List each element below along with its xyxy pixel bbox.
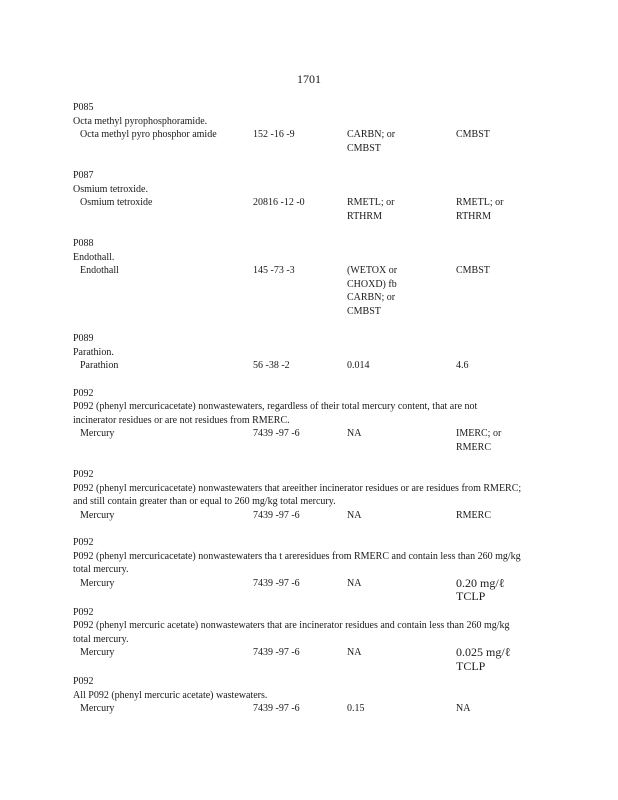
wastewater-standard: (WETOX or CHOXD) fb CARBN; or CMBST	[347, 265, 398, 317]
waste-entry	[73, 169, 573, 223]
cas-number: 56 -38 -2	[253, 360, 290, 371]
waste-code: P089	[73, 333, 94, 344]
nonwastewater-standard: NA	[456, 703, 471, 714]
wastewater-standard: NA	[347, 509, 362, 521]
waste-code: P087	[73, 170, 94, 181]
waste-entry	[73, 387, 573, 455]
nonwastewater-standard: 4.6	[456, 360, 469, 371]
nonwastewater-standard: 0.20 mg/ℓ TCLP	[456, 575, 505, 603]
waste-code-table	[73, 101, 573, 730]
waste-description: Endothall.	[73, 251, 115, 263]
nonwastewater-standard: CMBST	[456, 265, 490, 276]
waste-code: P092	[73, 537, 94, 548]
cas-number: 7439 -97 -6	[253, 577, 300, 589]
cas-number: 145 -73 -3	[253, 265, 295, 276]
cas-number: 152 -16 -9	[253, 129, 295, 140]
waste-description: All P092 (phenyl mercuric acetate) wastewaters.	[73, 689, 268, 701]
waste-code: P085	[73, 102, 94, 113]
waste-description: P092 (phenyl mercuric acetate) nonwastewaters that are incinerator residues and contain less than 260 mg/kg total mercury.	[73, 620, 510, 645]
constituent-name: Endothall	[80, 265, 119, 276]
constituent-name: Parathion	[80, 360, 119, 371]
waste-code: P092	[73, 606, 94, 618]
cas-number: 7439 -97 -6	[253, 703, 300, 714]
waste-description: Osmium tetroxide.	[73, 183, 148, 195]
cas-number: 7439 -97 -6	[253, 647, 300, 658]
constituent-row	[73, 359, 573, 373]
waste-code: P092	[73, 676, 94, 687]
wastewater-standard: 0.014	[347, 360, 370, 371]
constituent-name: Mercury	[80, 509, 115, 521]
constituent-row	[73, 264, 573, 318]
constituent-name: Mercury	[80, 647, 115, 658]
constituent-row	[73, 196, 573, 223]
constituent-row	[73, 702, 573, 716]
constituent-name: Mercury	[80, 428, 115, 439]
page-number: 1701	[297, 72, 321, 86]
cas-number: 20816 -12 -0	[253, 197, 305, 208]
waste-entry	[73, 606, 573, 673]
waste-description: P092 (phenyl mercuricacetate) nonwastewaters, regardless of their total mercury content, that are not incinerator residues or are not residues from RMERC.	[73, 401, 478, 426]
waste-description: P092 (phenyl mercuricacetate) nonwastewaters tha t areresidues from RMERC and contain less than 260 mg/kg total mercury.	[73, 550, 521, 575]
wastewater-standard: NA	[347, 428, 362, 439]
nonwastewater-standard: CMBST	[456, 129, 490, 140]
waste-entry	[73, 536, 573, 603]
waste-entry	[73, 237, 573, 318]
waste-code: P092	[73, 387, 94, 399]
waste-description: Octa methyl pyrophosphoramide.	[73, 115, 208, 127]
constituent-row	[73, 128, 573, 155]
nonwastewater-standard: 0.025 mg/ℓ TCLP	[456, 645, 511, 673]
constituent-row	[73, 575, 573, 603]
constituent-name: Mercury	[80, 703, 115, 714]
nonwastewater-standard: IMERC; or RMERC	[456, 428, 502, 453]
waste-description: P092 (phenyl mercuricacetate) nonwastewaters that areeither incinerator residues or are residues from RMERC; and still contain greater than or equal to 260 mg/kg total mercury.	[73, 482, 522, 507]
constituent-name: Osmium tetroxide	[80, 197, 153, 208]
waste-entry	[73, 675, 573, 716]
nonwastewater-standard: RMETL; or RTHRM	[456, 197, 504, 222]
waste-entry	[73, 332, 573, 373]
wastewater-standard: RMETL; or RTHRM	[347, 197, 395, 222]
waste-description: Parathion.	[73, 346, 114, 358]
nonwastewater-standard: RMERC	[456, 509, 492, 521]
wastewater-standard: CARBN; or CMBST	[347, 129, 396, 154]
waste-code: P092	[73, 469, 94, 480]
wastewater-standard: 0.15	[347, 703, 365, 714]
waste-entry	[73, 468, 573, 522]
constituent-name: Mercury	[80, 577, 115, 589]
constituent-row	[73, 427, 573, 454]
wastewater-standard: NA	[347, 577, 362, 589]
constituent-row	[73, 509, 573, 523]
wastewater-standard: NA	[347, 647, 362, 658]
constituent-name: Octa methyl pyro phosphor amide	[80, 129, 217, 140]
cas-number: 7439 -97 -6	[253, 509, 300, 521]
cas-number: 7439 -97 -6	[253, 428, 300, 439]
constituent-row	[73, 645, 573, 673]
waste-entry	[73, 101, 573, 155]
waste-code: P088	[73, 238, 94, 249]
